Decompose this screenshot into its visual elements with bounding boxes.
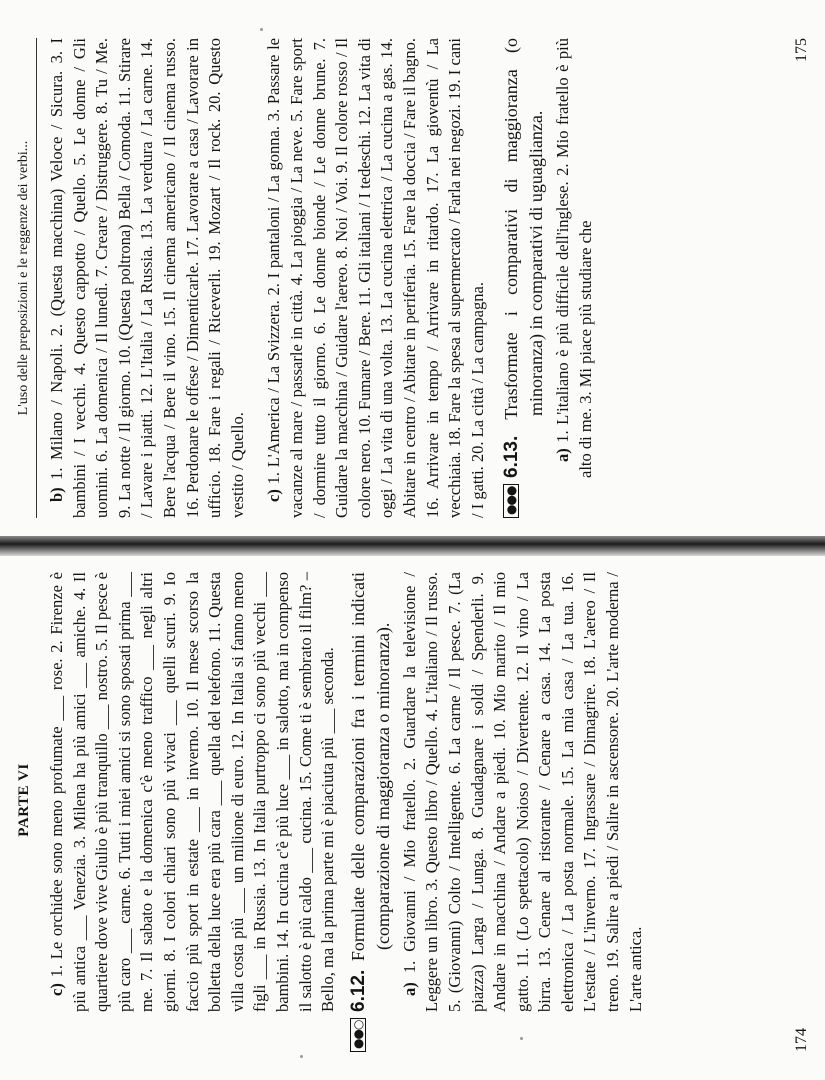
right-text-column	[46, 38, 597, 518]
exercise-6-13	[499, 38, 597, 515]
page-number-left: 174	[793, 1028, 810, 1052]
exercise-heading	[499, 38, 548, 478]
difficulty-level-icon: ●●○	[350, 1018, 366, 1052]
part-label: b)	[47, 487, 66, 502]
page-number-right: 175	[793, 38, 810, 62]
exercise-6-11-continuation	[46, 572, 340, 1012]
exercise-text: 1. L'italiano è più difficile dell'inglese. 2. Mio fratello è più alto di me. 3. Mi piace più studiare che	[553, 38, 595, 478]
part-label: a)	[399, 982, 419, 996]
part-label: a)	[553, 448, 573, 462]
exercise-part-a	[399, 572, 648, 1012]
right-page	[0, 0, 825, 536]
exercise-part-c	[263, 38, 489, 518]
exercise-instruction: Formulate delle comparazioni fra i termini indicati (comparazione di maggioranza o minoranza).	[347, 571, 393, 962]
exercise-text: 1. Milano / Napoli. 2. (Questa macchina) Veloce / Sicura. 3. I bambini / I vecchi. 4. Questo cappotto / Quello. 5. Le donne / Gli uomini. 6. La domenica / Il lunedì. 7. Creare / Distruggere. 8. Tu / Me. 9. La notte / Il giorno. 10. (Questa poltrona) Bella / Comoda. 11. Stirare / Lavare i piatti. 12. L'Italia / La Russia. 13. La verdura / La carne. 14. Bere l'acqua / Bere il vino. 15. Il cinema americano / Il cinema russo. 16. Perdonare le offese / Dimenticarle. 17. Lavorare a casa / Lavorare in ufficio. 18. Fare i regali / Riceverli. 19. Mozart / Il rock. 20. Questo vestito / Quello.	[47, 37, 247, 518]
exercise-text: 1. Le orchidee sono meno profumate ___ rose. 2. Firenze è più antica ___ Venezia. 3. Milena ha più amici ___ amiche. 4. Il quartiere dove vive Giulio è più tranquillo ___ nostro. 5. Il pesce è più caro ___ carne. 6. Tutti i miei amici si sono sposati prima ___ me. 7. Il sabato e la domenica c'è meno traffico ___ negli altri giorni. 8. I colori chiari sono più vivaci ___ quelli scuri. 9. Io faccio più sport in estate ___ in inverno. 10. Il mese scorso la bolletta della luce era più cara ___ quella del telefono. 11. Questa villa costa più ___ un milione di euro. 12. In Italia si fanno meno figli ___ in Russia. 13. In Italia purtroppo ci sono più vecchi ___ bambini. 14. In cucina c'è più luce ___ in salotto, ma in compenso il salotto è più caldo ___ cucina. 15. Come ti è sembrato il film? – Bello, ma la prima parte mi è piaciuta più ___ seconda.	[47, 572, 338, 1012]
difficulty-level-icon: ●●●	[503, 484, 519, 518]
left-page	[0, 556, 825, 1080]
exercise-number: 6.12.	[347, 969, 369, 1012]
exercise-instruction: Trasformate i comparativi di maggioranza (o minoranza) in comparativi di uguaglianza.	[501, 38, 547, 420]
exercise-text: 1. L'America / La Svizzera. 2. I pantaloni / La gonna. 3. Passare le vacanze al mare / passarle in città. 4. La pioggia / La neve. 5. Fare sport / dormire tutto il giorno. 6. Le donne bionde / Le donne brune. 7. Guidare la macchina / Guidare l'aereo. 8. Noi / Voi. 9. Il colore rosso / Il colore nero. 10. Fumare / Bere. 11. Gli italiani / I tedeschi. 12. La vita di oggi / La vita di una volta. 13. La cucina elettrica / La cucina a gas. 14. Abitare in centro / Abitare in periferia. 15. Fare la doccia / Fare il bagno. 16. Arrivare in tempo / Arrivare in ritardo. 17. La gioventù / La vecchiaia. 18. Fare la spesa al supermercato / Farla nei negozi. 19. I cani / I gatti. 20. La città / La campagna.	[264, 37, 487, 518]
part-label: c)	[264, 489, 284, 502]
running-head-left: PARTE VI	[16, 763, 32, 837]
book-gutter	[0, 536, 825, 556]
exercise-part-a	[552, 38, 597, 478]
left-text-column	[46, 571, 647, 1049]
exercise-text: 1. Giovanni / Mio fratello. 2. Guardare la televisione / Leggere un libro. 3. Questo libro / Quello. 4. L'italiano / Il russo. 5. (Giovanni) Colto / Intelligente. 6. La carne / Il pesce. 7. (La piazza) Larga / Lunga. 8. Guadagnare i soldi / Spenderli. 9. Andare in macchina / Andare a piedi. 10. Mio marito / Il mio gatto. 11. (Lo spettacolo) Noioso / Divertente. 12. Il vino / La birra. 13. Cenare al ristorante / Cenare a casa. 14. La posta elettronica / La posta normale. 15. La mia casa / La tua. 16. L'estate / L'inverno. 17. Ingrassare / Dimagrire. 18. L'aereo / Il treno. 19. Salire a piedi / Salire in ascensore. 20. L'arte moderna / L'arte antica.	[399, 571, 645, 1012]
exercise-6-12	[346, 571, 648, 1049]
scan-speck	[520, 1037, 523, 1040]
scan-speck	[300, 1055, 303, 1058]
exercise-part-b	[46, 38, 249, 518]
exercise-heading	[346, 572, 395, 1012]
part-label: c)	[47, 983, 66, 996]
scan-speck	[260, 28, 263, 31]
running-head-right: L'uso delle preposizioni e le reggenze dei verbi...	[12, 38, 37, 518]
exercise-number: 6.13.	[501, 435, 523, 478]
